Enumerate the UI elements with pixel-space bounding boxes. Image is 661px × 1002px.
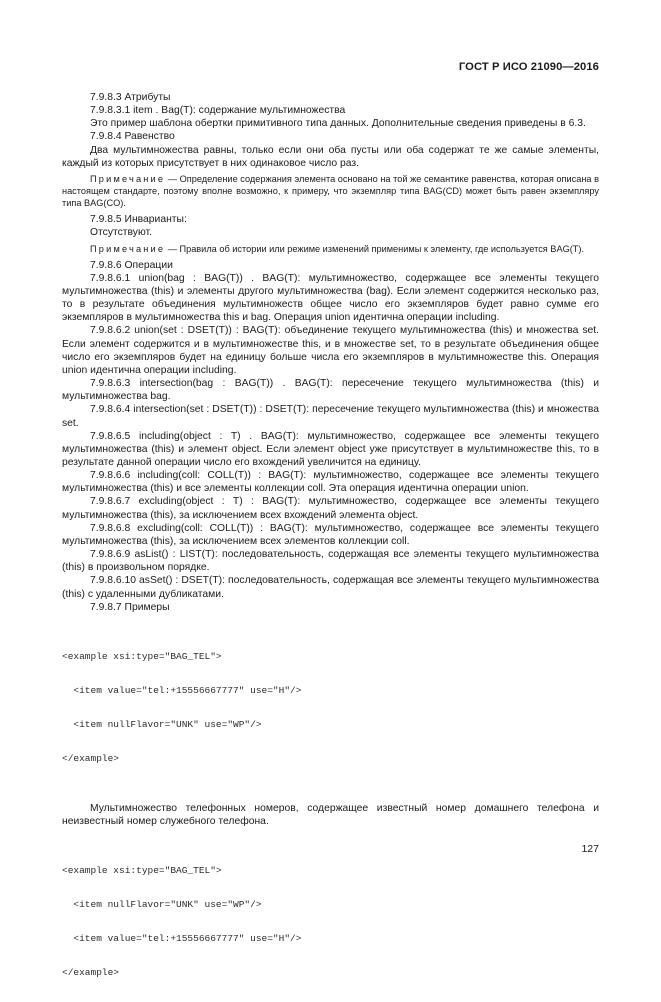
section-heading-equality: 7.9.8.4 Равенство — [90, 131, 175, 143]
section-heading-operations: 7.9.8.6 Операции — [90, 259, 173, 271]
section-heading-attributes: 7.9.8.3 Атрибуты — [90, 92, 171, 103]
code-line: <item value="tel:+15556667777" use="H"/> — [62, 933, 302, 945]
operation-including-object: 7.9.8.6.5 including(object : T) . BAG(T): мультимножество, содержащее все элементы текущего мультимножества (this) и элемент object. Если элемент object уже присутствует в мультимножестве this, то в результате данной операции число его вхождений увеличится на единицу. — [62, 430, 599, 468]
code-line: </example> — [62, 967, 120, 979]
paragraph-absent: Отсутствуют. — [90, 227, 152, 239]
code-line: <item value="tel:+15556667777" use="H"/> — [62, 684, 302, 696]
note-label: Примечание — [90, 243, 166, 254]
note-history — [62, 243, 599, 255]
code-line: <example xsi:type="BAG_TEL"> — [62, 650, 222, 662]
operation-union-bag: 7.9.8.6.1 union(bag : BAG(T)) . BAG(T): мультимножество, содержащее все элементы текущего мультимножества (this) и элементы другого мультимножества (bag). Если элемент содержится несколько раз, то в результате объединения мультимножеств общее число его экземпляров будет равно сумме его экземпляров в мультимножества this и bag. Операция union идентична операции including. — [62, 272, 599, 324]
operation-aslist: 7.9.8.6.9 asList() : LIST(T): последовательность, содержащая все элементы текущего мультимножества (this) в произвольном порядке. — [62, 549, 599, 574]
code-line: <item nullFlavor="UNK" use="WP"/> — [62, 898, 262, 910]
operation-intersection-set: 7.9.8.6.4 intersection(set : DSET(T)) : DSET(T): пересечение текущего мультимножества (this) и множества set. — [62, 404, 599, 429]
code-example-2 — [62, 842, 599, 1002]
paragraph-phone-numbers: Мультимножество телефонных номеров, содержащее известный номер домашнего телефона и неизвестный номер служебного телефона. — [62, 802, 599, 827]
operation-including-coll: 7.9.8.6.6 including(coll: COLL(T)) : BAG(T): мультимножество, содержащее все элементы текущего мультимножества (this) и все элементы коллекции coll. Эта операция идентична операции union. — [62, 470, 599, 495]
note-text: — Определение содержания элемента основано на той же семантике равенства, которая описана в настоящем стандарте, поэтому вполне возможно, к примеру, что экземпляр типа BAG(CD) может быть равен экземпляру типа BAG(CO). — [62, 173, 599, 209]
paragraph-equality: Два мультимножества равны, только если они оба пусты или оба содержат те же самые элементы, каждый из которых присутствует в них одинаковое число раз. — [62, 144, 599, 169]
operation-excluding-coll: 7.9.8.6.8 excluding(coll: COLL(T)) : BAG(T): мультимножество, содержащее все элементы текущего мультимножества (this), за исключением всех элементов коллекции coll. — [62, 522, 599, 547]
operation-asset: 7.9.8.6.10 asSet() : DSET(T): последовательность, содержащая все элементы текущего мультимножества (this) с удаленными дубликатами. — [62, 575, 599, 600]
code-example-1 — [62, 628, 599, 788]
note-equality — [62, 173, 599, 209]
code-line: </example> — [62, 753, 120, 765]
note-text: — Правила об истории или режиме изменений применимы к элементу, где используется BAG(T). — [165, 243, 584, 254]
standard-header: ГОСТ Р ИСО 21090—2016 — [458, 61, 599, 73]
section-heading-examples: 7.9.8.7 Примеры — [90, 601, 170, 613]
operation-intersection-bag: 7.9.8.6.3 intersection(bag : BAG(T)) . BAG(T): пересечение текущего мультимножества (this) и мультимножества bag. — [62, 378, 599, 403]
subsection-heading-item: 7.9.8.3.1 item . Bag(T): содержание мультимножества — [90, 105, 346, 117]
code-line: <item nullFlavor="UNK" use="WP"/> — [62, 719, 262, 731]
operation-excluding-object: 7.9.8.6.7 excluding(object : T) : BAG(T): мультимножество, содержащее все элементы текущего мультимножества (this), за исключением всех вхождений элемента object. — [62, 496, 599, 521]
note-label: Примечание — [90, 173, 166, 184]
section-heading-invariants: 7.9.8.5 Инварианты: — [90, 214, 187, 226]
page-content — [62, 91, 599, 1002]
operation-union-set: 7.9.8.6.2 union(set : DSET(T)) : BAG(T): объединение текущего мультимножества (this) и множества set. Если элемент содержится и в мультимножестве this, и в множестве set, то в результате объединения общее число его экземпляров будет на единицу больше числа его экземпляров в мультимножестве this. Операция union идентична операции including. — [62, 325, 599, 376]
code-line: <example xsi:type="BAG_TEL"> — [62, 864, 222, 876]
page-number: 127 — [581, 843, 599, 855]
paragraph-wrapper-example: Это пример шаблона обертки примитивного типа данных. Дополнительные сведения приведены в 6.3. — [90, 118, 586, 130]
